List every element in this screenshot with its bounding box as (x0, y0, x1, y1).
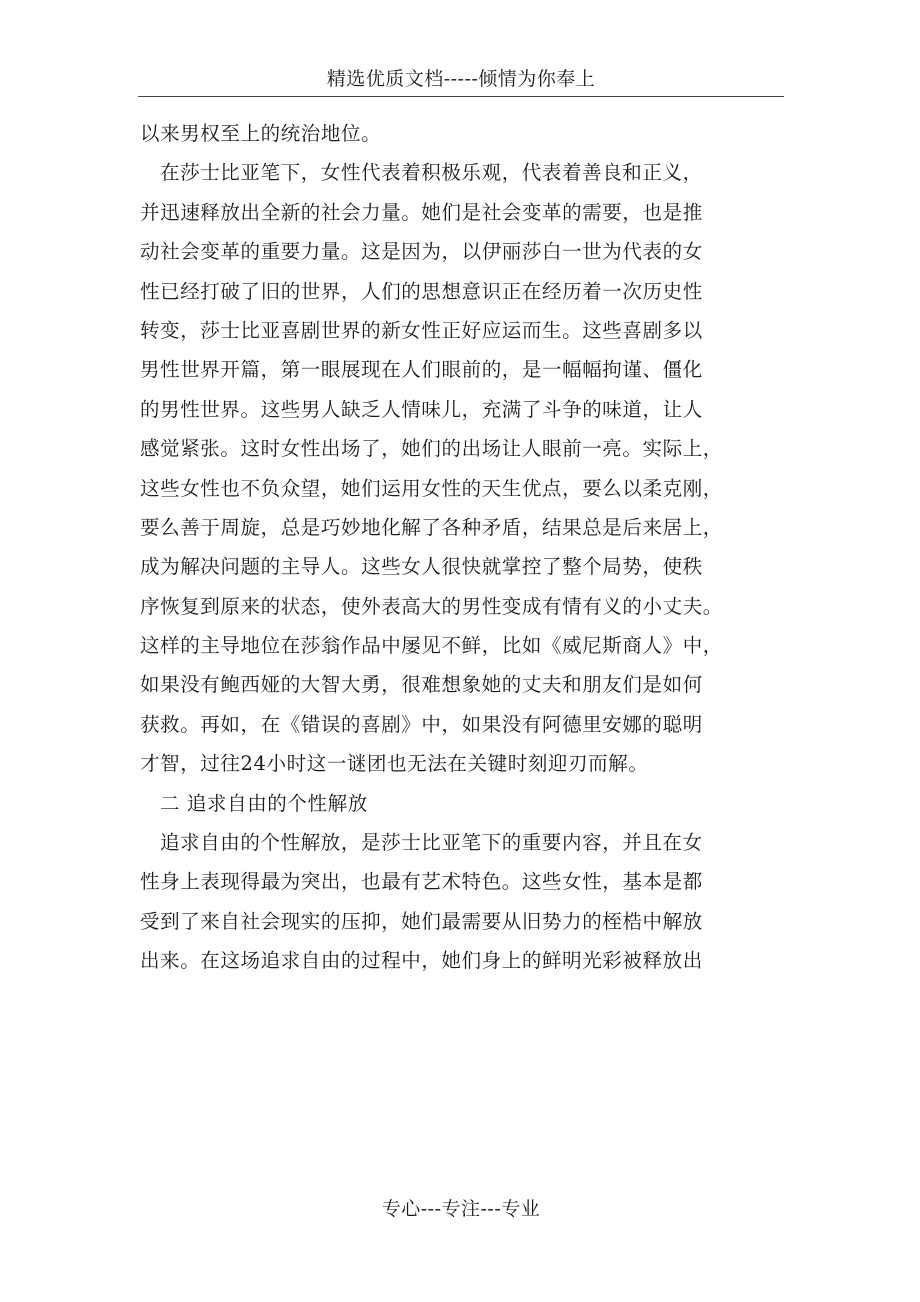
section-heading: 二 追求自由的个性解放 (160, 791, 368, 815)
text-line: 要么善于周旋，总是巧妙地化解了各种矛盾，结果总是后来居上， (140, 515, 723, 539)
text-line: 转变，莎士比亚喜剧世界的新女性正好应运而生。这些喜剧多以 (140, 318, 703, 342)
text-line: 并迅速释放出全新的社会力量。她们是社会变革的需要，也是推 (140, 200, 703, 224)
text-line: 以来男权至上的统治地位。 (140, 122, 382, 145)
page-header: 精选优质文档-----倾情为你奉上 (326, 68, 596, 90)
text-line: 才智，过往24小时这一谜团也无法在关键时刻迎刃而解。 (140, 752, 649, 776)
text-line: 这样的主导地位在莎翁作品中屡见不鲜，比如《威尼斯商人》中， (140, 634, 723, 658)
text-line: 的男性世界。这些男人缺乏人情味儿，充满了斗争的味道，让人 (140, 397, 703, 421)
text-line: 成为解决问题的主导人。这些女人很快就掌控了整个局势，使秩 (140, 555, 703, 579)
paragraph-start-line: 在莎士比亚笔下，女性代表着积极乐观，代表着善良和正义， (160, 161, 703, 185)
paragraph-start-line: 追求自由的个性解放，是莎士比亚笔下的重要内容，并且在女 (160, 831, 703, 855)
text-line: 性已经打破了旧的世界，人们的思想意识正在经历着一次历史性 (140, 279, 703, 303)
text-line: 获救。再如，在《错误的喜剧》中，如果没有阿德里安娜的聪明 (140, 712, 703, 736)
text-line: 受到了来自社会现实的压抑，她们最需要从旧势力的桎梏中解放 (140, 909, 703, 933)
text-line: 男性世界开篇，第一眼展现在人们眼前的，是一幅幅拘谨、僵化 (140, 358, 703, 382)
text-line: 性身上表现得最为突出，也最有艺术特色。这些女性，基本是都 (140, 870, 703, 894)
document-body (140, 114, 780, 981)
text-line: 如果没有鲍西娅的大智大勇，很难想象她的丈夫和朋友们是如何 (140, 673, 703, 697)
text-line: 动社会变革的重要力量。这是因为，以伊丽莎白一世为代表的女 (140, 240, 703, 264)
text-line: 出来。在这场追求自由的过程中，她们身上的鲜明光彩被释放出 (140, 949, 703, 973)
text-line: 序恢复到原来的状态，使外表高大的男性变成有情有义的小丈夫。 (140, 594, 723, 618)
page-footer: 专心---专注---专业 (381, 1198, 541, 1220)
text-line: 这些女性也不负众望，她们运用女性的天生优点，要么以柔克刚， (140, 476, 723, 500)
header-divider (138, 96, 784, 97)
text-line: 感觉紧张。这时女性出场了，她们的出场让人眼前一亮。实际上， (140, 437, 723, 461)
